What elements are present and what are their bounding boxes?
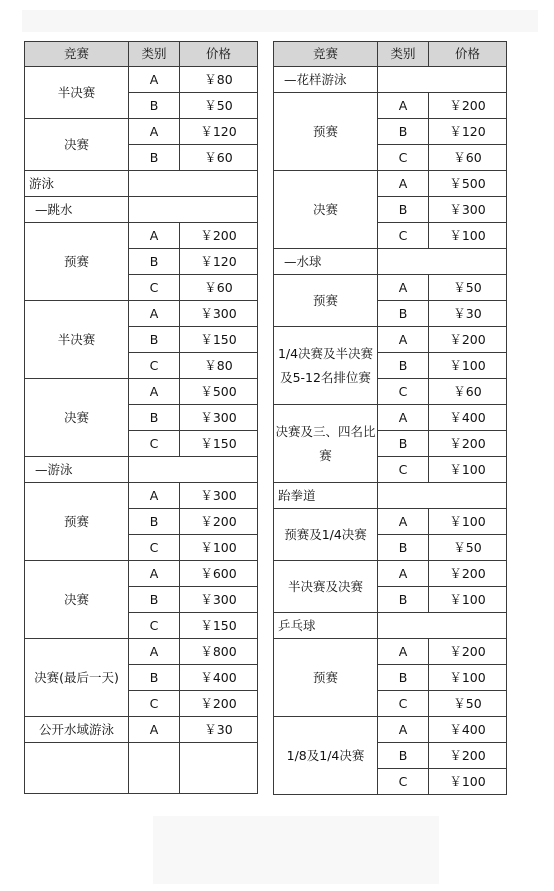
price-cell: ￥300 [180,301,258,327]
category-cell: C [129,275,180,301]
price-cell: ￥100 [429,587,507,613]
section-filler [378,483,507,509]
section-title: —跳水 [25,197,129,223]
price-cell: ￥50 [429,691,507,717]
price-cell: ￥200 [180,691,258,717]
event-name: 决赛 [25,119,129,171]
price-cell: ￥200 [180,223,258,249]
table-row [25,639,258,665]
category-cell: A [378,275,429,301]
category-cell: A [378,405,429,431]
price-cell: ￥100 [429,769,507,795]
category-cell: A [129,67,180,93]
price-cell: ￥60 [429,379,507,405]
price-cell: ￥500 [180,379,258,405]
header-price: 价格 [429,42,507,67]
category-cell: C [129,353,180,379]
category-cell: A [129,301,180,327]
price-cell: ￥300 [180,405,258,431]
price-cell: ￥200 [180,509,258,535]
table-row [25,119,258,145]
category-cell: A [129,119,180,145]
event-name: 决赛及三、四名比赛 [274,405,378,483]
price-cell: ￥100 [429,223,507,249]
price-cell: ￥200 [429,431,507,457]
category-cell: A [129,561,180,587]
event-name: 预赛 [274,275,378,327]
price-cell: ￥100 [429,509,507,535]
category-cell: B [129,665,180,691]
section-row [274,613,507,639]
category-cell: A [378,171,429,197]
category-cell: C [129,691,180,717]
table-row [25,301,258,327]
table-row [25,223,258,249]
price-cell: ￥50 [429,535,507,561]
section-filler [378,249,507,275]
header-event: 竞赛 [25,42,129,67]
category-cell: C [378,379,429,405]
event-name: 半决赛 [25,67,129,119]
price-cell: ￥100 [180,535,258,561]
price-cell: ￥200 [429,327,507,353]
table-row [25,67,258,93]
price-cell: ￥80 [180,353,258,379]
category-cell: C [378,457,429,483]
section-row [25,197,258,223]
category-cell: B [129,509,180,535]
header-row [274,42,507,67]
table-row [274,639,507,665]
section-row [274,67,507,93]
price-cell: ￥800 [180,639,258,665]
table-row [274,275,507,301]
price-cell: ￥400 [429,717,507,743]
price-cell: ￥120 [429,119,507,145]
section-title: —游泳 [25,457,129,483]
price-cell: ￥150 [180,327,258,353]
category-cell: C [129,613,180,639]
price-cell: ￥200 [429,639,507,665]
category-cell: B [129,249,180,275]
section-filler [378,613,507,639]
price-cell: ￥30 [180,717,258,743]
event-name: 半决赛及决赛 [274,561,378,613]
section-title: 游泳 [25,171,129,197]
event-name: 预赛 [274,93,378,171]
top-banner [22,10,538,32]
category-cell: A [129,379,180,405]
event-name: 决赛 [274,171,378,249]
event-name: 半决赛 [25,301,129,379]
price-cell: ￥100 [429,457,507,483]
table-row [274,171,507,197]
category-cell: B [378,431,429,457]
header-category: 类别 [129,42,180,67]
table-row [25,483,258,509]
section-row [25,171,258,197]
table-row [274,327,507,353]
event-name: 预赛 [274,639,378,717]
price-cell: ￥500 [429,171,507,197]
category-cell: B [129,405,180,431]
header-event: 竞赛 [274,42,378,67]
table-row [25,379,258,405]
price-cell: ￥50 [429,275,507,301]
blank-cell [180,743,258,794]
table-row [274,509,507,535]
price-cell: ￥80 [180,67,258,93]
section-row [274,483,507,509]
section-title: —花样游泳 [274,67,378,93]
table-row [25,717,258,743]
category-cell: B [129,327,180,353]
category-cell: B [129,93,180,119]
section-row [274,249,507,275]
table-row [274,405,507,431]
price-cell: ￥150 [180,431,258,457]
category-cell: C [378,145,429,171]
event-name: 预赛 [25,223,129,301]
category-cell: B [378,743,429,769]
section-filler [129,171,258,197]
table-row [274,561,507,587]
price-cell: ￥120 [180,249,258,275]
table-row [25,561,258,587]
price-cell: ￥60 [180,275,258,301]
price-cell: ￥200 [429,93,507,119]
event-name: 1/4决赛及半决赛及5-12名排位赛 [274,327,378,405]
price-cell: ￥30 [429,301,507,327]
section-filler [129,197,258,223]
category-cell: A [129,223,180,249]
section-title: —水球 [274,249,378,275]
blank-cell [25,743,129,794]
header-row [25,42,258,67]
table-row [274,93,507,119]
category-cell: B [378,665,429,691]
bottom-panel [153,816,439,884]
category-cell: C [378,691,429,717]
price-cell: ￥60 [429,145,507,171]
price-table-right [273,41,507,795]
event-name: 预赛 [25,483,129,561]
category-cell: A [378,561,429,587]
header-category: 类别 [378,42,429,67]
category-cell: C [378,769,429,795]
category-cell: B [378,535,429,561]
price-cell: ￥60 [180,145,258,171]
section-title: 乒乓球 [274,613,378,639]
price-table-left [24,41,258,794]
category-cell: A [378,93,429,119]
category-cell: A [378,639,429,665]
price-cell: ￥150 [180,613,258,639]
event-name: 公开水域游泳 [25,717,129,743]
price-cell: ￥300 [180,587,258,613]
category-cell: A [129,639,180,665]
category-cell: C [129,535,180,561]
category-cell: C [129,431,180,457]
blank-cell [129,743,180,794]
category-cell: A [378,509,429,535]
category-cell: B [378,197,429,223]
price-cell: ￥50 [180,93,258,119]
price-cell: ￥300 [429,197,507,223]
price-cell: ￥100 [429,353,507,379]
section-title: 跆拳道 [274,483,378,509]
category-cell: A [378,327,429,353]
event-name: 决赛 [25,561,129,639]
section-filler [378,67,507,93]
price-cell: ￥400 [429,405,507,431]
price-cell: ￥600 [180,561,258,587]
event-name: 决赛 [25,379,129,457]
category-cell: B [129,145,180,171]
category-cell: C [378,223,429,249]
table-row [274,717,507,743]
event-name: 预赛及1/4决赛 [274,509,378,561]
category-cell: B [378,301,429,327]
price-cell: ￥120 [180,119,258,145]
event-name: 1/8及1/4决赛 [274,717,378,795]
category-cell: A [378,717,429,743]
category-cell: B [378,587,429,613]
category-cell: B [378,353,429,379]
event-name: 决赛(最后一天) [25,639,129,717]
category-cell: A [129,483,180,509]
category-cell: A [129,717,180,743]
category-cell: B [378,119,429,145]
blank-row [25,743,258,794]
category-cell: B [129,587,180,613]
header-price: 价格 [180,42,258,67]
price-cell: ￥300 [180,483,258,509]
section-filler [129,457,258,483]
price-cell: ￥400 [180,665,258,691]
section-row [25,457,258,483]
price-cell: ￥100 [429,665,507,691]
price-cell: ￥200 [429,743,507,769]
price-cell: ￥200 [429,561,507,587]
